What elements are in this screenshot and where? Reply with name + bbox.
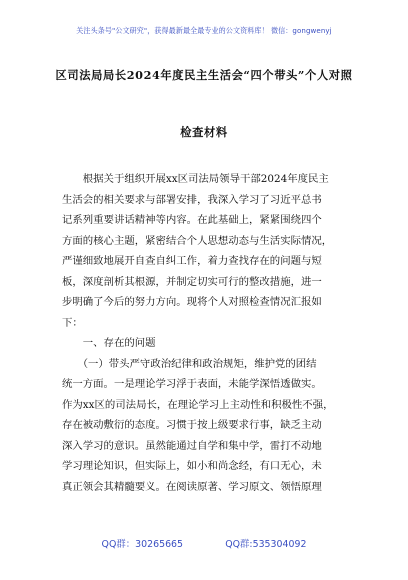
document-title: 区司法局局长2024年度民主生活会“四个带头”个人对照 (55, 68, 353, 82)
header-note: 关注头条号"公文研究"，获得最新最全最专业的公文资料库！ 微信：gongwenyj (76, 26, 332, 35)
footer-contact (4, 536, 404, 550)
footer-qq-group-2: QQ群:535304092 (225, 539, 307, 550)
body-line: 步明确了今后的努力方向。现将个人对照检查情况汇报如 (62, 296, 322, 308)
body-line: 深入学习的意识。虽然能通过自学和集中学，雷打不动地 (62, 439, 322, 452)
body-line: 生活会的相关要求与部署安排，我深入学习了习近平总书 (62, 193, 322, 206)
body-line: 严谨细致地展开自查自纠工作，着力查找存在的问题与短 (62, 255, 322, 267)
body-line: 方面的核心主题，紧密结合个人思想动态与生活实际情况， (62, 234, 333, 247)
body-line: 作为xx区的司法局长，在理论学习上主动性和积极性不强， (62, 398, 334, 411)
body-line: 统一方面。一是理论学习浮于表面，未能学深悟透做实。 (62, 378, 322, 390)
body-line: 学习理论知识，但实际上，如小和尚念经，有口无心，未 (62, 460, 322, 472)
body-line: （一）带头严守政治纪律和政治规矩，维护党的团结 (62, 357, 317, 370)
body-text (62, 172, 354, 492)
footer-qq-group-1: QQ群：30265665 (101, 539, 184, 550)
section-heading: 一、存在的问题 (62, 337, 156, 349)
body-line: 存在被动敷衍的态度。习惯于按上级要求行事，缺乏主动 (62, 419, 322, 431)
body-line: 板，深度剖析其根源，并制定切实可行的整改措施，进一 (62, 275, 322, 288)
body-line: 真正领会其精髓要义。在阅读原著、学习原文、领悟原理 (62, 480, 322, 493)
document-title-continued: 检查材料 (180, 125, 228, 139)
body-line: 下： (62, 316, 83, 329)
body-line: 根据关于组织开展xx区司法局领导干部2024年度民主 (62, 173, 329, 185)
body-line: 记系列重要讲话精神等内容。在此基础上，紧紧围绕四个 (62, 214, 322, 226)
